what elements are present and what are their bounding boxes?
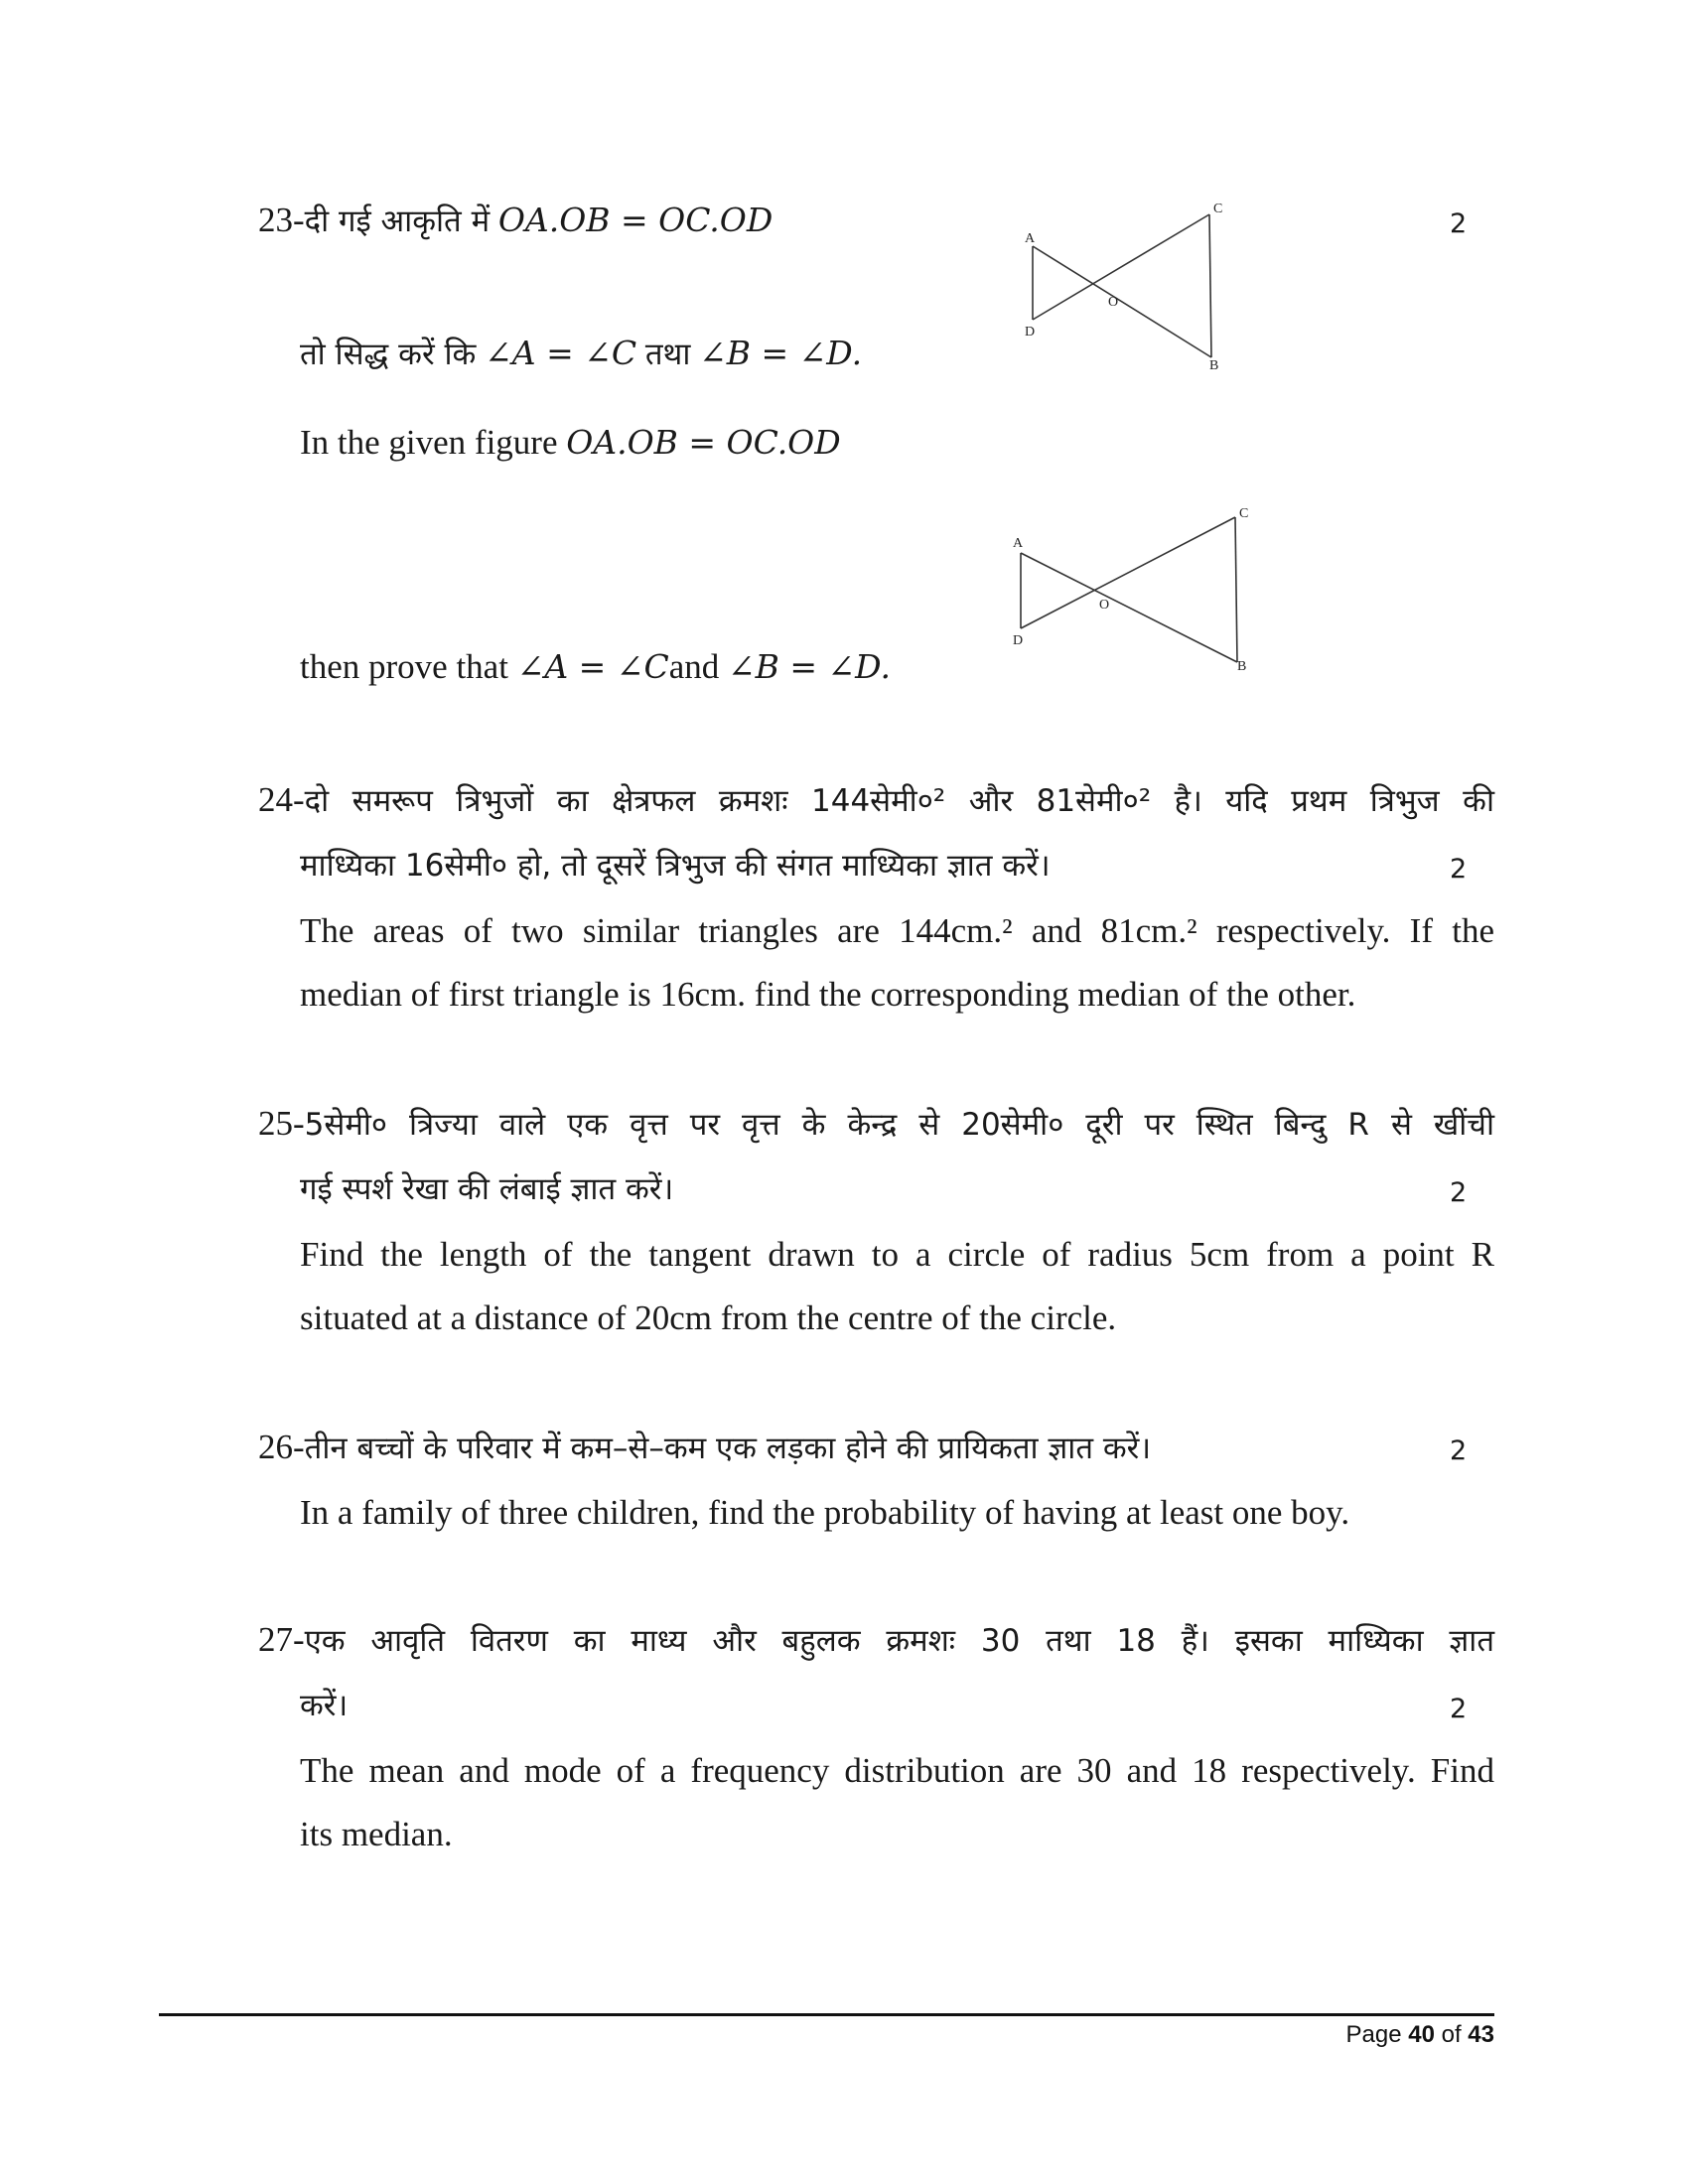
- q23-fig2-label-d: D: [1013, 633, 1024, 648]
- q24-marks: 2: [1450, 854, 1468, 885]
- q23-english-equation-3: ∠B = ∠D.: [728, 647, 891, 686]
- q25-hindi-text-1: 5सेमी० त्रिज्या वाले एक वृत्त पर वृत्त के केन्द्र से 20सेमी० दूरी पर स्थित बिन्दु R से खींची: [304, 1107, 1494, 1143]
- q23-fig1-label-c: C: [1213, 202, 1223, 216]
- q24-hindi-line1: [258, 778, 1494, 823]
- q27-number: 27-: [258, 1620, 305, 1659]
- q24-number: 24-: [258, 780, 305, 819]
- q24-hindi-line2: माध्यिका 16सेमी० हो, तो दूसरें त्रिभुज की संगत माध्यिका ज्ञात करें।: [300, 848, 1051, 884]
- q23-figure-english: [1003, 501, 1249, 674]
- q23-english-and: and: [668, 647, 720, 686]
- q23-english-line2: [300, 645, 891, 689]
- q27-hindi-line2: करें।: [300, 1688, 349, 1723]
- q27-hindi-text-1: एक आवृति वितरण का माध्य और बहुलक क्रमशः 30 तथा 18 हैं। इसका माध्यिका ज्ञात: [304, 1623, 1494, 1659]
- footer-of-word: of: [1441, 2021, 1462, 2048]
- q23-figure-hindi: [1013, 199, 1223, 373]
- footer-rule: [159, 2013, 1494, 2016]
- q23-english-intro: In the given figure: [300, 423, 558, 462]
- q23-hindi-intro: दी गई आकृति में: [304, 204, 491, 239]
- q23-fig2-label-c: C: [1239, 506, 1249, 521]
- q24-hindi-text-1: दो समरूप त्रिभुजों का क्षेत्रफल क्रमशः 144सेमी०² और 81सेमी०² है। यदि प्रथम त्रिभुज की: [304, 783, 1494, 819]
- q23-fig2-label-a: A: [1013, 536, 1024, 551]
- q24-english-line2: median of first triangle is 16cm. find the corresponding median of the other.: [300, 975, 1356, 1014]
- q23-fig2-label-o: O: [1099, 598, 1110, 613]
- q23-fig1-label-b: B: [1209, 358, 1219, 373]
- q23-fig2-label-b: B: [1237, 659, 1247, 674]
- footer-current-page: 40: [1408, 2021, 1435, 2048]
- q23-hindi-prove-intro: तो सिद्ध करें कि: [300, 337, 477, 372]
- q26-hindi-line1: [258, 1426, 1151, 1470]
- q23-hindi-equation: OA.OB = OC.OD: [497, 201, 774, 239]
- footer-total-pages: 43: [1468, 2021, 1494, 2048]
- q23-hindi-line2: [300, 332, 862, 376]
- q27-marks: 2: [1450, 1694, 1468, 1724]
- q25-number: 25-: [258, 1104, 305, 1143]
- q23-marks: 2: [1450, 208, 1468, 239]
- q26-marks: 2: [1450, 1435, 1468, 1466]
- footer-page-word: Page: [1345, 2021, 1402, 2048]
- q25-english-line2: situated at a distance of 20cm from the centre of the circle.: [300, 1298, 1117, 1337]
- q26-number: 26-: [258, 1428, 305, 1466]
- q26-english-line1: In a family of three children, find the probability of having at least one boy.: [300, 1493, 1350, 1532]
- q25-hindi-line1: [258, 1102, 1494, 1147]
- q27-english-line1: The mean and mode of a frequency distribution are 30 and 18 respectively. Find: [300, 1751, 1494, 1790]
- q26-hindi-text-1: तीन बच्चों के परिवार में कम–से–कम एक लड़का होने की प्रायिकता ज्ञात करें।: [304, 1431, 1152, 1466]
- q23-english-equation: OA.OB = OC.OD: [566, 423, 841, 462]
- q23-hindi-and: तथा: [644, 337, 691, 372]
- q24-english-line1: The areas of two similar triangles are 144cm.² and 81cm.² respectively. If the: [300, 911, 1494, 950]
- q23-hindi-line1: [258, 199, 773, 243]
- q23-english-equation-2: ∠A = ∠C: [516, 647, 669, 686]
- q23-english-line1: [300, 421, 841, 465]
- q25-english-line1: Find the length of the tangent drawn to a circle of radius 5cm from a point R: [300, 1235, 1494, 1274]
- q27-english-line2: its median.: [300, 1815, 453, 1853]
- q23-hindi-equation-2: ∠A = ∠C: [485, 334, 637, 372]
- q23-hindi-equation-3: ∠B = ∠D.: [699, 334, 863, 372]
- q23-fig1-label-o: O: [1108, 295, 1119, 310]
- q23-english-prove-intro: then prove that: [300, 647, 508, 686]
- q25-marks: 2: [1450, 1177, 1468, 1208]
- q25-hindi-line2: गई स्पर्श रेखा की लंबाई ज्ञात करें।: [300, 1171, 674, 1207]
- q27-hindi-line1: [258, 1618, 1494, 1663]
- page-footer: [1346, 2017, 1495, 2053]
- q23-number: 23-: [258, 201, 305, 239]
- q23-fig1-label-d: D: [1025, 325, 1036, 340]
- q23-fig1-label-a: A: [1025, 231, 1036, 246]
